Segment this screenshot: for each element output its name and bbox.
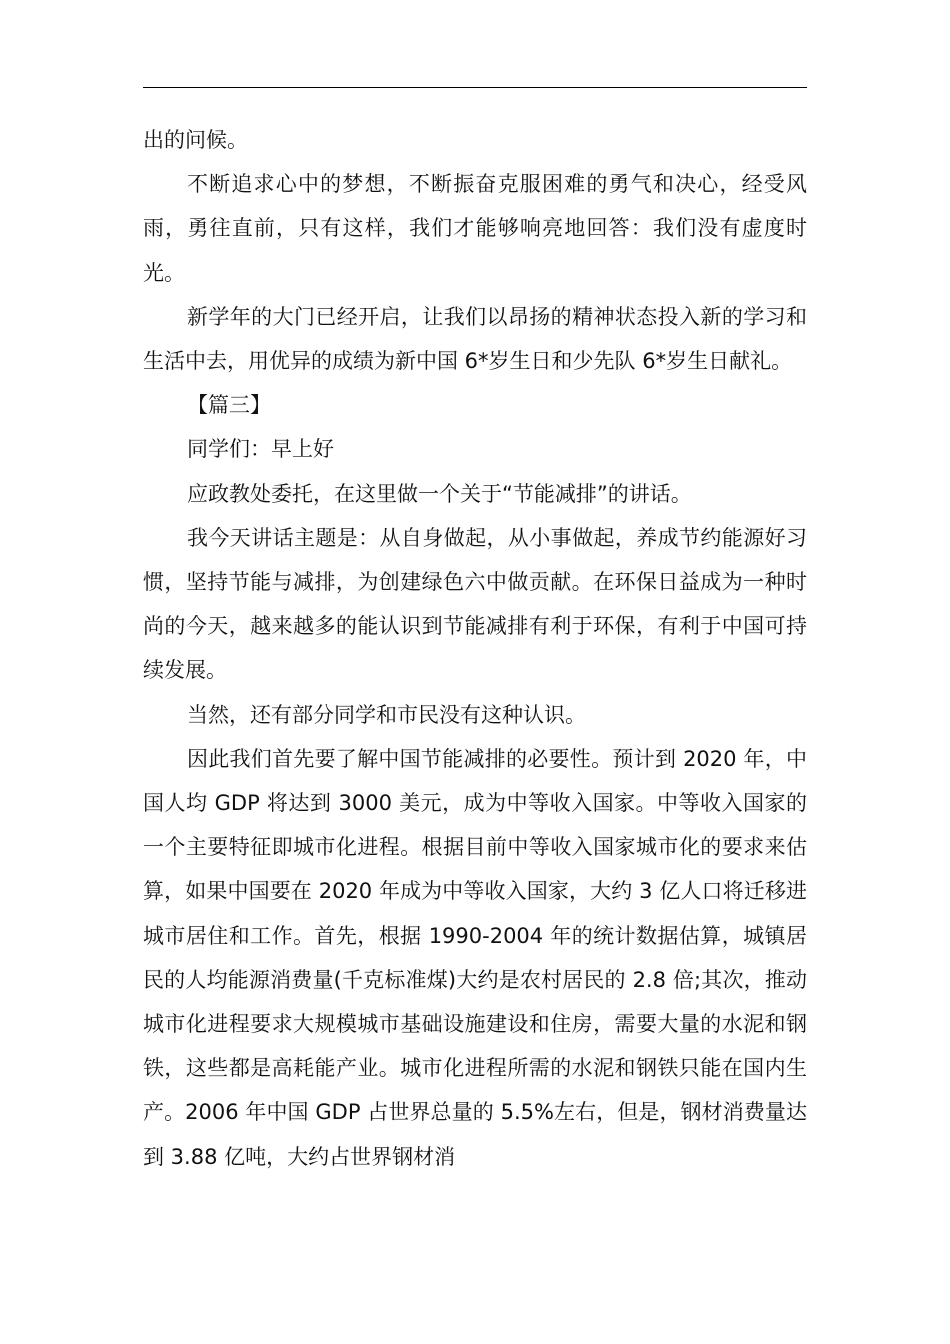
- paragraph-dream: 不断追求心中的梦想，不断振奋克服困难的勇气和决心，经受风雨，勇往直前，只有这样，我们才能够响亮地回答：我们没有虚度时光。: [143, 172, 807, 285]
- header-rule: [143, 87, 807, 88]
- paragraph-salutation: 同学们：早上好: [187, 437, 334, 462]
- paragraph-necessity: 因此我们首先要了解中国节能减排的必要性。预计到 2020 年，中国人均 GDP 将达到 3000 美元，成为中等收入国家。中等收入国家的一个主要特征即城市化进程。根据目前中等收入国家城市化的要求来估算，如果中国要在 2020 年成为中等收入国家，大约 3 亿人口将迁移进城市居住和工作。首先，根据 1990-2004 年的统计数据估算，城镇居民的人均能源消费量(千克标准煤)大约是农村居民的 2.8 倍;其次，推动城市化进程要求大规模城市基础设施建设和住房，需要大量的水泥和钢铁，这些都是高耗能产业。城市化进程所需的水泥和钢铁只能在国内生产。2006 年中国 GDP 占世界总量的 5.5%左右，但是，钢材消费量达到 3.88 亿吨，大约占世界钢材消: [143, 746, 807, 1169]
- paragraph-greeting-end: 出的问候。: [143, 128, 248, 152]
- section-heading: 【篇三】: [187, 393, 271, 418]
- paragraph-awareness: 当然，还有部分同学和市民没有这种认识。: [187, 702, 586, 727]
- paragraph-new-semester: 新学年的大门已经开启，让我们以昂扬的精神状态投入新的学习和生活中去，用优异的成绩为新中国 6*岁生日和少先队 6*岁生日献礼。: [143, 304, 807, 374]
- document-body: [143, 118, 807, 1179]
- paragraph-intro: 应政教处委托，在这里做一个关于“节能减排”的讲话。: [187, 481, 692, 506]
- paragraph-theme: 我今天讲话主题是：从自身做起，从小事做起，养成节约能源好习惯，坚持节能与减排，为创建绿色六中做贡献。在环保日益成为一种时尚的今天，越来越多的能认识到节能减排有利于环保，有利于中国可持续发展。: [143, 525, 807, 683]
